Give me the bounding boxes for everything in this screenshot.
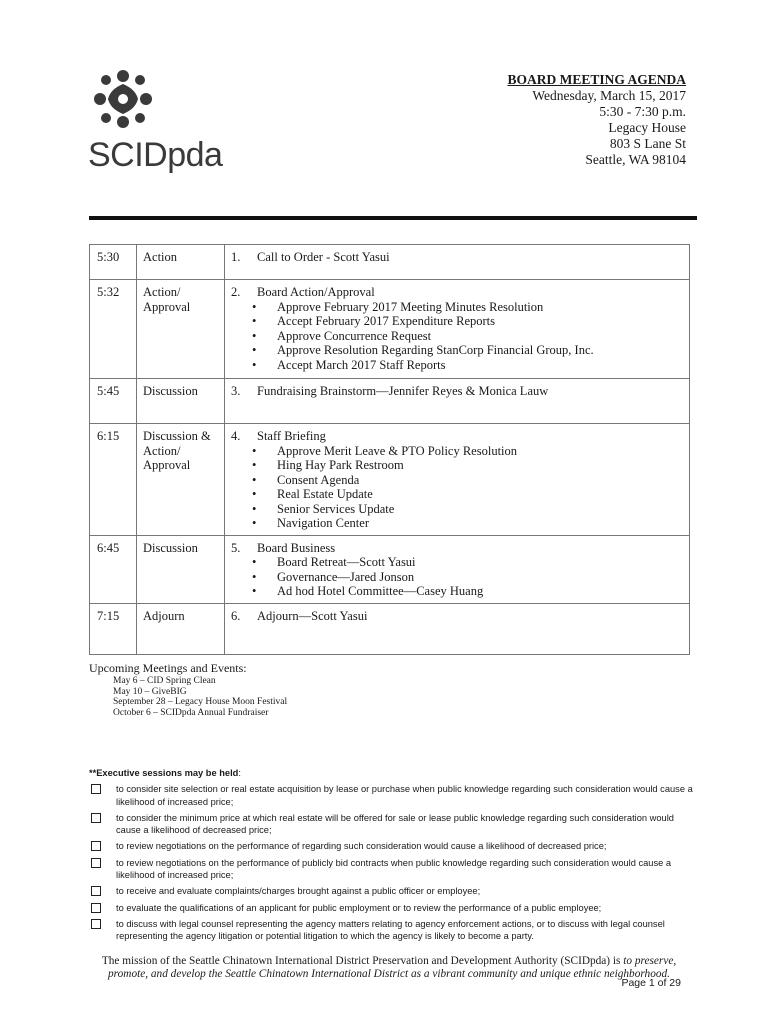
agenda-item-number: 2. [231,285,241,299]
agenda-subitem: • Accept March 2017 Staff Reports [264,358,689,373]
executive-item [89,918,693,943]
agenda-type: Discussion [137,535,225,603]
scidpda-logo [88,66,228,176]
agenda-subitem: • Real Estate Update [264,487,689,502]
agenda-subitem: • Accept February 2017 Expenditure Reports [264,314,689,329]
agenda-item [225,424,690,536]
meeting-date: Wednesday, March 15, 2017 [532,88,686,103]
agenda-item-number: 6. [231,608,241,623]
logo-wordmark: SCIDpda [88,136,223,174]
mission-italic: to preserve, promote, and develop the Seattle Chinatown International District as a vibrant community and unique ethnic neighborhood. [108,955,677,980]
agenda-item-title: Call to Order - Scott Yasui [257,250,390,264]
agenda-item-title: Board Action/Approval [257,285,375,299]
agenda-item-title: Board Business [257,540,336,555]
executive-item-text: to evaluate the qualifications of an applicant for public employment or to review the performance of a public employee; [116,902,602,913]
agenda-subitem: • Navigation Center [264,516,689,531]
agenda-subitem: • Approve Merit Leave & PTO Policy Resolution [264,444,689,459]
agenda-subitem: • Hing Hay Park Restroom [264,458,689,473]
agenda-time: 6:45 [90,535,137,603]
agenda-subitems [231,300,689,373]
agenda-item-number: 5. [231,540,241,555]
executive-item [89,902,693,914]
agenda-row [90,379,690,424]
meeting-time: 5:30 - 7:30 p.m. [599,104,686,119]
checkbox-icon [91,903,101,913]
executive-item [89,783,693,808]
executive-item [89,885,693,897]
agenda-item-number: 1. [231,250,241,264]
agenda-item [225,379,690,424]
upcoming-heading: Upcoming Meetings and Events: [89,661,247,675]
agenda-subitem: • Approve February 2017 Meeting Minutes Resolution [264,300,689,315]
upcoming-event: September 28 – Legacy House Moon Festival [113,697,288,707]
agenda-type: Action [137,245,225,280]
agenda-row [90,535,690,603]
agenda-item-number: 4. [231,429,241,443]
upcoming-event: October 6 – SCIDpda Annual Fundraiser [113,707,269,718]
agenda-subitem: • Approve Concurrence Request [264,329,689,344]
scidpda-emblem-icon [92,66,154,132]
agenda-item [225,535,690,603]
agenda-type: Discussion [137,379,225,424]
meeting-street: 803 S Lane St [609,136,686,151]
agenda-time: 5:45 [90,379,137,424]
agenda-subitems [231,444,689,531]
meeting-header [507,72,686,168]
executive-item-text: to discuss with legal counsel representing the agency matters relating to agency enforcement actions, or to discuss with legal counsel representing the agency litigation or potential litigation to which the agency is likely to become a party. [116,918,665,942]
checkbox-icon [91,858,101,868]
executive-item [89,857,693,882]
executive-sessions [89,767,693,947]
meeting-city: Seattle, WA 98104 [585,152,686,167]
checkbox-icon [91,886,101,896]
meeting-venue: Legacy House [608,120,686,135]
agenda-subitem: • Consent Agenda [264,473,689,488]
agenda-row [90,424,690,536]
agenda-table [89,244,690,655]
agenda-type: Action/ Approval [137,280,225,379]
checkbox-icon [91,919,101,929]
executive-item-text: to consider the minimum price at which real estate will be offered for sale or lease public knowledge regarding such consideration would cause a likelihood of decreased price; [116,812,674,836]
upcoming-events [89,661,287,718]
checkbox-icon [91,784,101,794]
upcoming-event: May 6 – CID Spring Clean [113,676,216,686]
page-number: Page 1 of 29 [621,977,681,989]
agenda-subitem: • Approve Resolution Regarding StanCorp Financial Group, Inc. [264,343,689,358]
header-divider [89,216,697,220]
agenda-subitem: • Governance—Jared Jonson [264,570,689,585]
agenda-title: BOARD MEETING AGENDA [507,72,686,87]
agenda-time: 5:32 [90,280,137,379]
agenda-item-number: 3. [231,384,241,398]
executive-item-text: to review negotiations on the performance of regarding such consideration would cause a likelihood of decreased price; [116,841,607,852]
agenda-time: 7:15 [90,603,137,654]
agenda-time: 5:30 [90,245,137,280]
upcoming-event: May 10 – GiveBIG [113,686,187,697]
executive-item-text: to review negotiations on the performance of publicly bid contracts when public knowledge regarding such consideration would cause a likelihood of increased price; [116,857,672,881]
mission-statement [89,955,689,981]
agenda-subitems [231,555,689,599]
executive-item-text: to consider site selection or real estate acquisition by lease or purchase when public knowledge regarding such consideration would cause a likelihood of increased price; [116,784,693,807]
executive-item [89,840,693,852]
agenda-item [225,280,690,379]
mission-prefix: The mission of the Seattle Chinatown International District Preservation and Development Authority (SCIDpda) is [101,955,624,967]
agenda-item-title: Staff Briefing [257,429,326,443]
agenda-item-title: Fundraising Brainstorm—Jennifer Reyes & Monica Lauw [257,384,549,398]
agenda-type: Discussion & Action/ Approval [137,424,225,536]
agenda-type: Adjourn [137,603,225,654]
agenda-subitem: • Board Retreat—Scott Yasui [264,555,689,570]
executive-item-text: to receive and evaluate complaints/charges brought against a public officer or employee; [116,886,481,897]
agenda-subitem: • Ad hod Hotel Committee—Casey Huang [264,584,689,599]
agenda-item-title: Adjourn—Scott Yasui [257,608,368,623]
executive-heading: **Executive sessions may be held: [89,768,241,778]
checkbox-icon [91,813,101,823]
agenda-time: 6:15 [90,424,137,536]
agenda-row [90,245,690,280]
agenda-row [90,603,690,654]
executive-item [89,812,693,837]
agenda-row [90,280,690,379]
checkbox-icon [91,841,101,851]
agenda-item [225,245,690,280]
agenda-subitem: • Senior Services Update [264,502,689,517]
agenda-item [225,603,690,654]
